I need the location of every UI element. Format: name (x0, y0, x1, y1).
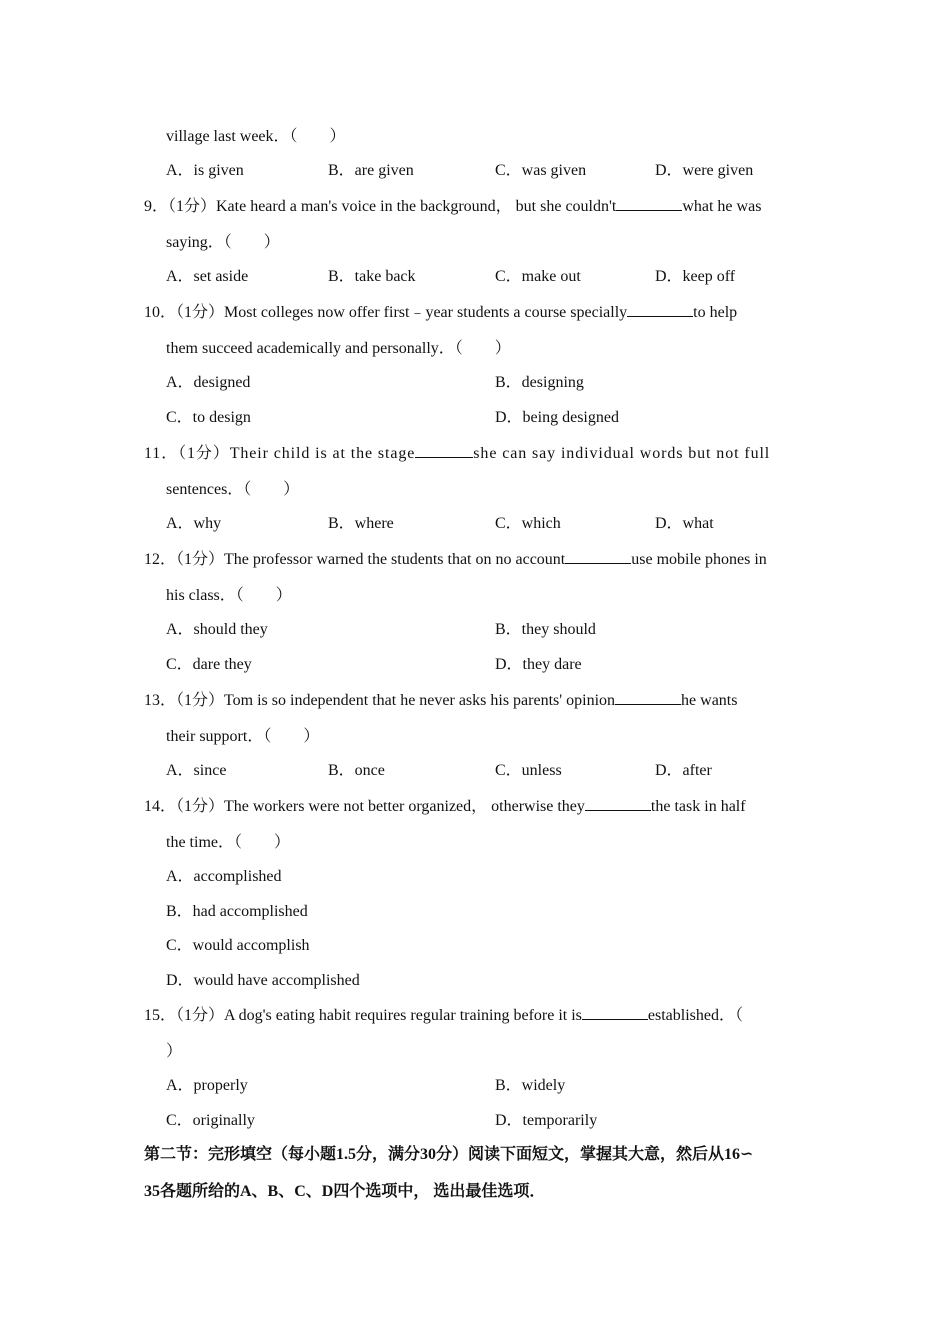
q13-option-c: C．unless (495, 762, 562, 779)
section2-heading-line1: 第二节：完形填空（每小题1.5分，满分30分）阅读下面短文，掌握其大意，然后从16∽ (144, 1146, 754, 1163)
q13-continuation: their support．（ ） (166, 728, 320, 745)
q14-stem (144, 796, 806, 817)
q15-stem (144, 1005, 806, 1026)
q13-stem-head: 13．（1分）Tom is so independent that he never asks his parents' opinion (144, 692, 616, 709)
q9-option-b: B．take back (328, 268, 416, 285)
q9-stem (144, 196, 806, 217)
q9-continuation: saying．（ ） (166, 234, 280, 251)
q13-blank (615, 690, 681, 705)
q15-option-b: B．widely (495, 1077, 566, 1094)
q12-blank (565, 549, 631, 564)
q8-option-c: C．was given (495, 162, 587, 179)
q9-option-a: A．set aside (166, 268, 249, 285)
q12-stem-tail: use mobile phones in (631, 551, 767, 568)
q15-stem-tail: established．（ (647, 1007, 744, 1024)
q12-stem (144, 549, 806, 570)
q11-option-b: B．where (328, 515, 394, 532)
q10-stem-head: 10．（1分）Most colleges now offer first﹣year students a course specially (144, 304, 628, 321)
q10-blank (627, 302, 693, 317)
q14-stem-tail: the task in half (650, 798, 746, 815)
section2-heading-line2: 35各题所给的A、B、C、D四个选项中， 选出最佳选项． (144, 1183, 546, 1200)
q11-option-c: C．which (495, 515, 561, 532)
q9-blank (616, 196, 682, 211)
q12-option-b: B．they should (495, 621, 596, 638)
q15-stem-head: 15．（1分）A dog's eating habit requires regular training before it is (144, 1007, 582, 1024)
q10-continuation: them succeed academically and personally．（ ） (166, 340, 511, 357)
q12-continuation: his class．（ ） (166, 587, 292, 604)
q8-option-d: D．were given (655, 162, 754, 179)
q12-stem-head: 12．（1分）The professor warned the students that on no account (144, 551, 566, 568)
q14-option-a: A．accomplished (166, 868, 282, 885)
q13-option-b: B．once (328, 762, 385, 779)
q11-option-d: D．what (655, 515, 714, 532)
q13-stem (144, 690, 806, 711)
q10-option-d: D．being designed (495, 409, 619, 426)
q10-option-b: B．designing (495, 374, 584, 391)
q11-blank (415, 443, 473, 458)
q8-option-a: A．is given (166, 162, 244, 179)
q13-option-d: D．after (655, 762, 712, 779)
q10-option-a: A．designed (166, 374, 251, 391)
q9-option-c: C．make out (495, 268, 581, 285)
q12-option-a: A．should they (166, 621, 268, 638)
q8-option-b: B．are given (328, 162, 414, 179)
q12-option-d: D．they dare (495, 656, 582, 673)
q11-option-a: A．why (166, 515, 222, 532)
q10-option-c: C．to design (166, 409, 251, 426)
q14-blank (585, 796, 651, 811)
q10-stem-tail: to help (693, 304, 738, 321)
q13-option-a: A．since (166, 762, 227, 779)
q15-option-a: A．properly (166, 1077, 248, 1094)
q9-stem-tail: what he was (682, 198, 762, 215)
q12-option-c: C．dare they (166, 656, 252, 673)
q15-option-c: C．originally (166, 1112, 255, 1129)
q15-blank (582, 1005, 648, 1020)
q11-continuation: sentences．（ ） (166, 481, 300, 498)
q8-continuation: village last week．（ ） (166, 128, 346, 145)
q15-continuation: ） (166, 1043, 183, 1060)
q14-continuation: the time．（ ） (166, 834, 290, 851)
q13-stem-tail: he wants (681, 692, 738, 709)
q11-stem (144, 443, 806, 464)
q11-stem-tail: she can say individual words but not full (473, 445, 771, 462)
q14-option-b: B．had accomplished (166, 903, 308, 920)
q10-stem (144, 302, 806, 323)
q14-option-d: D．would have accomplished (166, 972, 360, 989)
q15-option-d: D．temporarily (495, 1112, 598, 1129)
q11-stem-head: 11．（1分）Their child is at the stage (144, 445, 416, 462)
q14-stem-head: 14．（1分）The workers were not better organized， otherwise they (144, 798, 585, 815)
q14-option-c: C．would accomplish (166, 937, 310, 954)
q9-stem-head: 9．（1分）Kate heard a man's voice in the background， but she couldn't (144, 198, 617, 215)
q9-option-d: D．keep off (655, 268, 736, 285)
